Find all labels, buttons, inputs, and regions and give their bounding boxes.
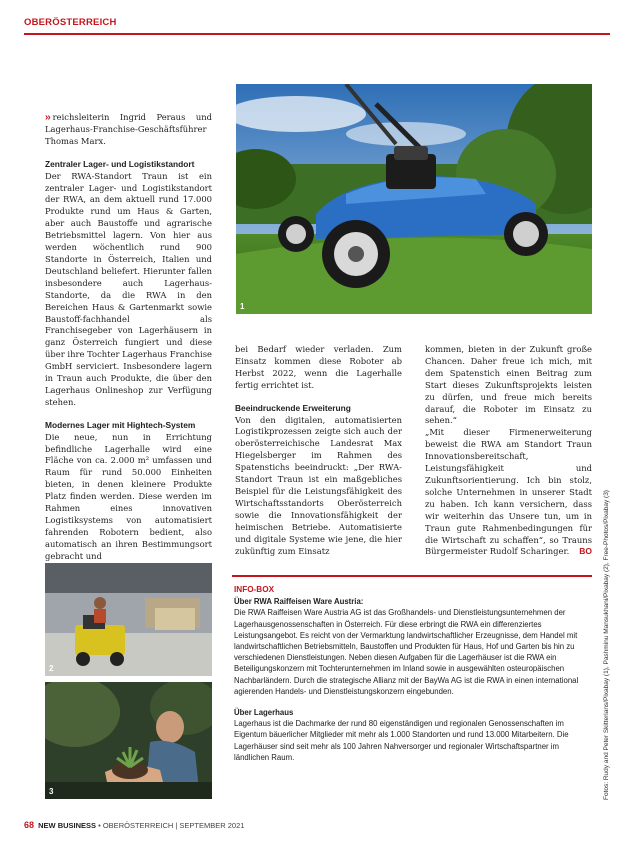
article-column-2 — [235, 344, 402, 557]
infobox-text-rwa: Die RWA Raiffeisen Ware Austria AG ist das Großhandels- und Dienstleistungsunternehmen der Lagerhausgenossenschaften in Österreich. Für diese erbringt die RWA ein differenziertes Leistungsangebot. Es reicht von der Vermarktung landwirtschaftlicher Erzeugnisse, dem Handel mit landwirtschaftlichen Betriebsmitteln, Baustoffen und Produkten für Haus, Hof und Garten bis hin zu verschiedenen Dienstleistungen. Neben diesen Aufgaben für die Lagerhäuser ist die RWA ein Beteiligungskonzern mit Tochterunternehmen im Inland sowie in ausgewählten osteuropäischen Nachbarländern. Durch die strategische Allianz mit der BayWa AG ist die RWA in einen international agierenden Handels- und Dienstleistungskonzern eingebunden. — [234, 608, 579, 696]
plant-illustration — [45, 682, 212, 799]
infobox-title: INFO-BOX — [234, 585, 275, 594]
paragraph: Der RWA-Standort Traun ist ein zentraler Lager- und Logistikstandort der RWA, an dem aktuell rund 17.000 Produkte rund um Haus & Garten, aber auch Baustoffe und agrarische Betriebsmittel lagern. Von hier aus werden wöchentlich rund 900 Standorte in Österreich, Italien und Deutschland beliefert. Hierunter fallen insbesondere auch Lagerhaus-Standorte, da die RWA in den Bereichen Haus & Gartenmarkt sowie Baustoff-fachhandel als Franchisegeber von Lagerhäusern in ganz Österreich fungiert und diese über ihre Tochter Lagerhaus Franchise GmbH serviciert. Insbesondere lagern in Traun auch Produkte, die über den Lagerhaus Onlineshop zur Verfügung stehen. — [45, 170, 212, 407]
section-rule — [24, 33, 610, 35]
spacer — [234, 697, 594, 707]
paragraph: bei Bedarf wieder verladen. Zum Einsatz kommen diese Roboter ab Herbst 2022, wenn die Lagerhalle fertig errichtet ist. — [235, 344, 402, 390]
warehouse-illustration — [45, 563, 212, 676]
intro-paragraph: ›› reichsleiterin Ingrid Peraus und Lagerhaus-Franchise-Geschäftsführer Thomas Marx. — [45, 112, 212, 146]
photo-lawn-mower — [236, 84, 592, 314]
photo-number: 3 — [49, 787, 54, 796]
infobox-text-lagerhaus: Lagerhaus ist die Dachmarke der rund 80 eigenständigen und regionalen Genossenschaften im Eigentum bäuerlicher Mitglieder mit mehr als 1.000 Standorten und rund 13.000 Mitarbeitern. Die Lagerhäuser sind seit mehr als 100 Jahren Nahversorger und regionaler Wirtschaftspartner im ländlichen Raum. — [234, 719, 569, 762]
paragraph: Von den digitalen, automatisierten Logistikprozessen zeigte sich auch der oberösterreichische Landesrat Max Hiegelsberger im Rahmen des Spatenstichs beeindruckt: „Der RWA-Standort Traun ist ein maßgebliches Beispiel für die Leistungsfähigkeit des Wirtschaftsstandorts Oberösterreich sowie die Innovationsfähigkeit der heimischen Betriebe. Automatisierte und digitale Systeme wie jene, die hier zukünftig zum Einsatz — [235, 414, 402, 556]
photo-credits: Fotos: Rudy and Peter Skitterians/Pixabay (1), Pashminu Mansukhani/Pixabay (2), Free-Photos/Pixabay (3) — [603, 490, 610, 800]
section-label: OBERÖSTERREICH — [24, 17, 117, 28]
photo-number: 1 — [240, 302, 245, 311]
subheading-hightech: Modernes Lager mit Hightech-System — [45, 419, 196, 430]
article-column-3 — [425, 344, 592, 558]
infobox-heading-lagerhaus: Über Lagerhaus — [234, 708, 294, 718]
photo-plant — [45, 682, 212, 799]
continuation-arrows-icon: ›› — [45, 112, 50, 123]
info-box — [234, 584, 594, 763]
subheading-erweiterung: Beeindruckende Erweiterung — [235, 402, 351, 413]
page-number: 68 — [24, 820, 35, 830]
lawn-mower-illustration — [236, 84, 592, 314]
infobox-rule — [232, 575, 592, 577]
issue-info: • OBERÖSTERREICH | SEPTEMBER 2021 — [98, 821, 245, 830]
infobox-heading-rwa: Über RWA Raiffeisen Ware Austria: — [234, 597, 364, 607]
article-column-1 — [45, 112, 212, 563]
paragraph: kommen, bieten in der Zukunft große Chancen. Daher freue ich mich, mit dem Spatenstich einen Beitrag zum Start dieses Zukunftsprojekts leisten zu dürfen, und freue mich bereits darauf, die Roboter im Einsatz zu sehen.“ — [425, 344, 592, 426]
paragraph: Die neue, nun in Errichtung befindliche Lagerhalle wird eine Fläche von ca. 2.000 m² umfassen und Raum für rund 50.000 Einheiten bieten, in denen kleinere Produkte Platz finden werden. Diese werden im Rahmen eines innovativen Logistiksystems von automatisiert fahrenden Robotern bedient, also automatisch an ihren Bestimmungsort gebracht und — [45, 431, 212, 561]
photo-warehouse — [45, 563, 212, 676]
photo-number: 2 — [49, 664, 54, 673]
magazine-name: NEW BUSINESS — [38, 821, 97, 830]
subheading-lager: Zentraler Lager- und Logistikstandort — [45, 158, 195, 169]
page-footer — [24, 820, 244, 830]
paragraph: „Mit dieser Firmenerweiterung beweist die RWA am Standort Traun Innovationsbereitschaft, Leistungsfähigkeit und Zukunftsorientierung. Ich bin stolz, solche Unternehmen in unserer Stadt zu haben. Ich kann versichern, dass wir weiterhin das Unsere tun, um in Traun gute Rahmenbedingungen für die Wirtschaft zu schaffen“, so Trauns Bürgermeister Rudolf Scharinger. BO — [425, 427, 592, 557]
author-signature: BO — [579, 546, 592, 557]
